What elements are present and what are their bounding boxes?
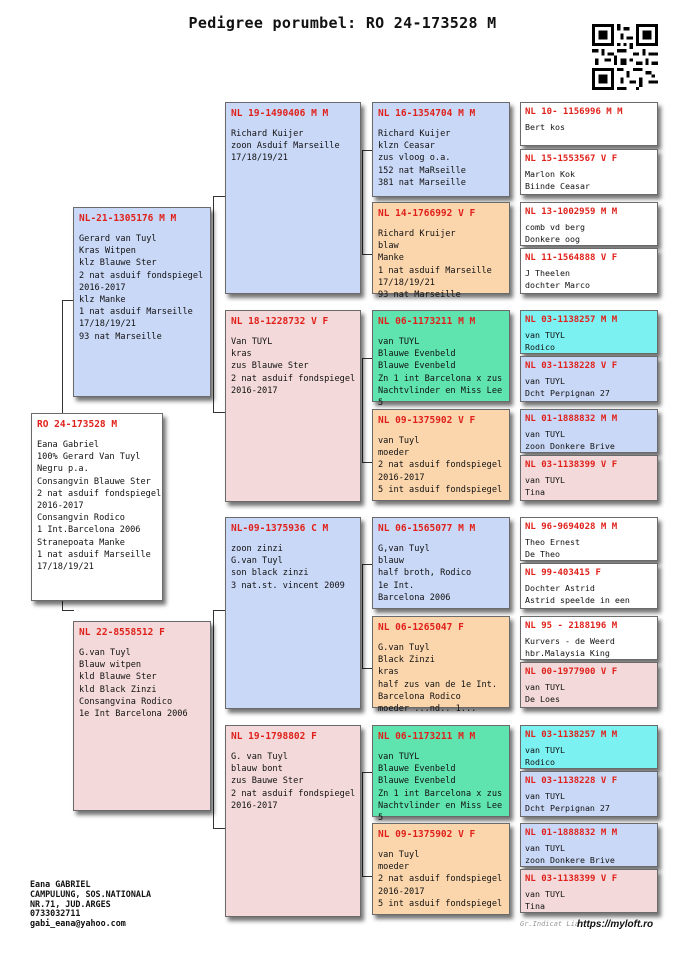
card-line: 2016-2017	[378, 886, 425, 897]
card-line: Richard Kuijer	[231, 129, 304, 139]
card-line: 2 nat asduif fondspiegel	[378, 460, 503, 471]
pedigree-card-fmm	[372, 409, 510, 501]
card-line: 2016-2017	[378, 472, 425, 483]
card-line: van Tuyl	[378, 850, 420, 860]
ring-number: NL 99-403415 F	[525, 568, 601, 578]
ring-number: NL 06-1173211 M M	[378, 731, 476, 742]
card-line: Blauwe Evenbeld	[378, 361, 456, 372]
card-line: Kras Witpen	[79, 246, 136, 257]
card-line: van TUYL	[525, 475, 565, 485]
pedigree-card-gen4	[520, 517, 658, 561]
connector-line	[362, 150, 372, 151]
card-line: 152 nat MaRseille	[378, 165, 466, 176]
pedigree-card-gen4	[520, 869, 658, 913]
ring-number: NL 96-9694028 M M	[525, 522, 618, 532]
card-line: Marlon Kok	[525, 169, 575, 179]
connector-line	[362, 564, 363, 668]
card-line: van TUYL	[525, 745, 565, 755]
ring-number: NL 06-1565077 M M	[378, 523, 476, 534]
card-line: blaw	[378, 241, 399, 252]
card-line: 93 nat Marseille	[79, 331, 162, 342]
card-line: 2016-2017	[79, 282, 126, 293]
pedigree-card-mmm	[372, 823, 510, 915]
connector-line	[362, 668, 372, 669]
ring-number: NL-09-1375936 C M	[231, 523, 329, 534]
card-line: Rodico	[525, 341, 555, 352]
ring-number: NL 03-1138399 V F	[525, 874, 618, 884]
card-line: Gerard van Tuyl	[79, 234, 157, 244]
card-line: 17/18/19/21	[231, 153, 288, 164]
ring-number: NL 19-1798802 F	[231, 731, 317, 742]
card-line: Biinde Ceasar	[525, 180, 590, 191]
card-line: Tina	[525, 900, 545, 911]
card-line: Astrid speelde in een	[525, 594, 630, 605]
ring-number: NL 00-1977900 V F	[525, 667, 618, 677]
ring-number: NL 09-1375902 V F	[378, 415, 476, 426]
connector-line	[362, 358, 372, 359]
card-line: 93 nat Marseille	[378, 290, 461, 301]
card-line: kld Blauwe Ster	[79, 672, 157, 683]
pedigree-card-gen4	[520, 455, 658, 501]
pedigree-card-subject	[31, 413, 163, 601]
card-line: Zn 1 int Barcelona x zus	[378, 788, 503, 799]
card-line: van TUYL	[525, 330, 565, 340]
connector-line	[362, 564, 372, 565]
ring-number: NL 15-1553567 V F	[525, 154, 618, 164]
ring-number: NL 01-1888832 M M	[525, 414, 618, 424]
card-line: 1e Int.	[378, 580, 415, 591]
card-line: Tina	[525, 486, 545, 497]
card-line: 381 nat Marseille	[378, 177, 466, 188]
card-line: van TUYL	[378, 752, 420, 762]
card-line: Dcht Perpignan 27	[525, 387, 610, 398]
card-line: Eana Gabriel	[37, 440, 100, 450]
pedigree-card-gen4	[520, 310, 658, 354]
card-line: 1 nat asduif Marseille	[37, 549, 151, 560]
card-line: Blauw witpen	[79, 660, 142, 671]
card-line: son black zinzi	[231, 568, 309, 579]
connector-line	[362, 876, 372, 877]
card-line: Dochter Astrid	[525, 583, 595, 593]
connector-line	[362, 462, 372, 463]
card-line: 2016-2017	[37, 501, 84, 512]
card-line: kras	[231, 349, 252, 360]
ring-number: NL 03-1138228 V F	[525, 361, 618, 371]
pedigree-card-mm	[225, 725, 361, 917]
card-line: 2016-2017	[231, 385, 278, 396]
card-line: kras	[378, 667, 399, 678]
card-line: Kurvers - de Weerd	[525, 636, 615, 646]
card-line: De Loes	[525, 693, 560, 704]
card-line: 2 nat asduif fondspiegel	[378, 874, 503, 885]
ring-number: NL 16-1354704 M M	[378, 108, 476, 119]
website-link[interactable]: https://myloft.ro	[577, 919, 654, 930]
ring-number: NL 06-1173211 M M	[378, 316, 476, 327]
connector-line	[62, 610, 74, 611]
page-title: Pedigree porumbel: RO 24-173528 M	[188, 14, 497, 32]
pedigree-card-sire	[73, 207, 211, 397]
pedigree-card-gen4	[520, 202, 658, 246]
pedigree-card-gen4	[520, 102, 658, 146]
card-line: 17/18/19/21	[79, 319, 136, 330]
owner-line: 0733032711	[30, 908, 81, 919]
pedigree-card-fff	[372, 102, 510, 197]
ring-number: NL-21-1305176 M M	[79, 213, 177, 224]
card-line: G.van Tuyl	[79, 648, 131, 658]
card-line: moeder	[378, 862, 410, 873]
pedigree-card-gen4	[520, 771, 658, 817]
ring-number: RO 24-173528 M	[37, 419, 118, 430]
owner-line: NR.71, JUD.ARGES	[30, 898, 111, 909]
card-line: van TUYL	[525, 889, 565, 899]
card-line: 17/18/19/21	[378, 277, 435, 288]
card-line: van TUYL	[525, 376, 565, 386]
card-line: van TUYL	[378, 337, 420, 347]
card-line: zus vloog o.a.	[378, 153, 451, 164]
pedigree-card-gen4	[520, 725, 658, 769]
card-line: klz Blauwe Ster	[79, 258, 157, 269]
card-line: G. van Tuyl	[231, 752, 288, 762]
card-line: De Theo	[525, 548, 560, 559]
card-line: Rodico	[525, 756, 555, 767]
card-line: 3 nat.st. vincent 2009	[231, 580, 345, 591]
pedigree-card-gen4	[520, 356, 658, 402]
pedigree-card-gen4	[520, 563, 658, 609]
card-line: 5	[378, 813, 384, 824]
connector-line	[213, 196, 214, 412]
card-line: Consangvina Rodico	[79, 696, 173, 707]
connector-line	[213, 412, 225, 413]
card-line: Nachtvlinder en Miss Lee	[378, 800, 503, 811]
card-line: 1 nat asduif Marseille	[378, 265, 492, 276]
pedigree-card-gen4	[520, 409, 658, 453]
card-line: 17/18/19/21	[37, 562, 94, 573]
card-line: Theo Ernest	[525, 537, 580, 547]
connector-line	[213, 196, 225, 197]
card-line: hbr.Malaysia King	[525, 647, 610, 658]
card-line: 2016-2017	[231, 800, 278, 811]
card-line: 2 nat asduif fondspiegel	[37, 488, 162, 499]
card-line: Barcelona 2006	[378, 592, 451, 603]
pedigree-card-ff	[225, 102, 361, 294]
card-line: half zus van de 1e Int.	[378, 679, 497, 690]
card-line: klzn Ceasar	[378, 141, 435, 152]
card-line: Bert kos	[525, 122, 565, 132]
card-line: Donkere oog	[525, 233, 580, 244]
ring-number: NL 22-8558512 F	[79, 627, 165, 638]
owner-line: Eana GABRIEL	[30, 879, 91, 889]
pedigree-card-gen4	[520, 149, 658, 195]
ring-number: NL 03-1138257 M M	[525, 730, 618, 740]
card-line: Blauwe Evenbeld	[378, 776, 456, 787]
pedigree-card-dam	[73, 621, 211, 811]
pedigree-card-gen4	[520, 616, 658, 660]
card-line: Dcht Perpignan 27	[525, 802, 610, 813]
card-line: dochter Marco	[525, 279, 590, 290]
card-line: zus Bauwe Ster	[231, 776, 304, 787]
card-line: Richard Kruijer	[378, 229, 456, 239]
card-line: van TUYL	[525, 843, 565, 853]
ring-number: NL 19-1490406 M M	[231, 108, 329, 119]
card-line: moeder ...nd.. 1...	[378, 704, 477, 715]
card-line: klz Manke	[79, 295, 126, 306]
card-line: Manke	[378, 253, 404, 264]
pedigree-card-fm	[225, 310, 361, 502]
card-line: 5 int asduif fondspiegel	[378, 898, 503, 909]
connector-line	[362, 772, 363, 876]
ring-number: NL 11-1564888 V F	[525, 253, 618, 263]
card-line: G.van Tuyl	[378, 643, 430, 653]
connector-line	[213, 828, 225, 829]
card-line: Stranepoata Manke	[37, 537, 125, 548]
card-line: Consangvin Blauwe Ster	[37, 476, 151, 487]
card-line: comb vd berg	[525, 222, 585, 232]
pedigree-card-mfm	[372, 616, 510, 715]
connector-line	[362, 358, 363, 462]
card-line: Richard Kuijer	[378, 129, 451, 139]
card-line: van Tuyl	[378, 436, 420, 446]
card-line: van TUYL	[525, 791, 565, 801]
card-line: 5 int asduif fondspiegel	[378, 484, 503, 495]
ring-number: NL 09-1375902 V F	[378, 829, 476, 840]
card-line: Blauwe Evenbeld	[378, 764, 456, 775]
card-line: Black Zinzi	[378, 655, 435, 666]
card-line: 2 nat asduif fondspiegel	[79, 270, 204, 281]
owner-info	[30, 880, 151, 929]
pedigree-card-ffm	[372, 202, 510, 301]
ring-number: NL 10- 1156996 M M	[525, 107, 623, 117]
card-line: 100% Gerard Van Tuyl	[37, 452, 141, 463]
card-line: G.van Tuyl	[231, 556, 283, 567]
signature: Gr.Indicat Lia	[520, 920, 580, 928]
pedigree-card-gen4	[520, 823, 658, 867]
connector-line	[213, 610, 225, 611]
qr-code	[592, 24, 658, 90]
card-line: Barcelona Rodico	[378, 691, 461, 702]
connector-line	[362, 254, 372, 255]
pedigree-card-mf	[225, 517, 361, 709]
card-line: 1 Int.Barcelona 2006	[37, 525, 141, 536]
ring-number: NL 13-1002959 M M	[525, 207, 618, 217]
owner-email: gabi_eana@yahoo.com	[30, 918, 126, 929]
owner-line: CAMPULUNG, SOS.NATIONALA	[30, 888, 152, 899]
card-line: zoon Asduif Marseille	[231, 141, 340, 152]
ring-number: NL 18-1228732 V F	[231, 316, 329, 327]
card-line: Zn 1 int Barcelona x zus	[378, 373, 503, 384]
pedigree-card-mff	[372, 517, 510, 609]
connector-line	[362, 772, 372, 773]
card-line: Blauwe Evenbeld	[378, 349, 456, 360]
connector-line	[362, 150, 363, 254]
card-line: Nachtvlinder en Miss Lee	[378, 385, 503, 396]
card-line: zoon Donkere Brive	[525, 854, 615, 865]
ring-number: NL 03-1138257 M M	[525, 315, 618, 325]
card-line: Van TUYL	[231, 337, 273, 347]
ring-number: NL 14-1766992 V F	[378, 208, 476, 219]
card-line: G,van Tuyl	[378, 544, 430, 554]
card-line: 2 nat asduif fondspiegel	[231, 373, 356, 384]
card-line: 1 nat asduif Marseille	[79, 307, 193, 318]
card-line: blauw bont	[231, 764, 283, 775]
card-line: zoon Donkere Brive	[525, 440, 615, 451]
card-line: 2 nat asduif fondspiegel	[231, 788, 356, 799]
pedigree-card-fmf	[372, 310, 510, 409]
card-line: half broth, Rodico	[378, 568, 472, 579]
card-line: Consangvin Rodico	[37, 513, 125, 524]
card-line: 1e Int Barcelona 2006	[79, 709, 188, 720]
ring-number: NL 06-1265047 F	[378, 622, 464, 633]
ring-number: NL 03-1138399 V F	[525, 460, 618, 470]
connector-line	[213, 610, 214, 828]
card-line: zoon zinzi	[231, 544, 283, 554]
pedigree-card-gen4	[520, 662, 658, 708]
card-line: Negru p.a.	[37, 464, 89, 475]
ring-number: NL 03-1138228 V F	[525, 776, 618, 786]
pedigree-card-gen4	[520, 248, 658, 294]
card-line: 5	[378, 398, 384, 409]
card-line: blauw	[378, 556, 404, 567]
card-line: van TUYL	[525, 682, 565, 692]
card-line: moeder	[378, 448, 410, 459]
ring-number: NL 95 - 2188196 M	[525, 621, 618, 631]
card-line: kld Black Zinzi	[79, 684, 157, 695]
ring-number: NL 01-1888832 M M	[525, 828, 618, 838]
card-line: J Theelen	[525, 268, 570, 278]
card-line: zus Blauwe Ster	[231, 361, 309, 372]
card-line: van TUYL	[525, 429, 565, 439]
pedigree-card-mmf	[372, 725, 510, 824]
